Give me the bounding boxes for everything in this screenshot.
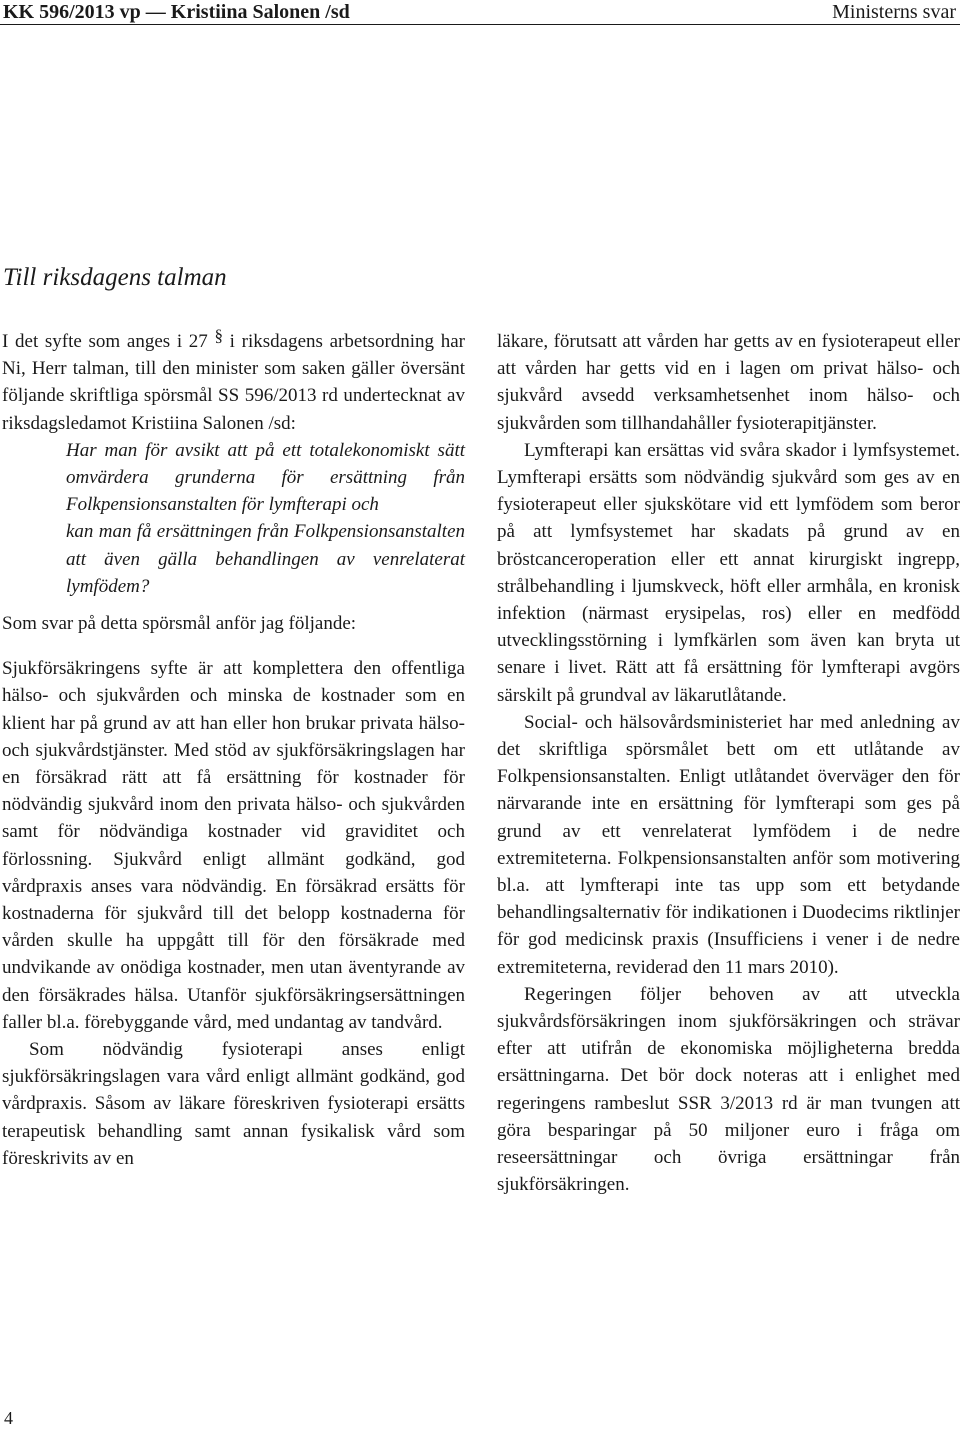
document-reference: KK 596/2013 vp — Kristiina Salonen /sd [3, 1, 350, 23]
question-1: Har man för avsikt att på ett totalekonomiskt sätt omvärdera grunderna för ersättning från Folkpensionsanstalten för lymfterapi och [66, 439, 465, 516]
right-column [497, 328, 960, 1199]
page-header [0, 0, 960, 24]
section-sign: § [214, 326, 223, 345]
answer-paragraph-1: Sjukförsäkringens syfte är att komplettera den offentliga hälso- och sjukvården och minska de kostnader som en klient har på grund av att han eller hon brukar privata hälso- och sjukvårdstjänster. Med stöd av sjukförsäkringslagen har en försäkrad rätt att få ersättning för kostnader för nödvändig sjukvård inom den privata hälso- och sjukvården samt för nödvändiga kostnader vid graviditet och förlossning. Sjukvård enligt allmänt godkänd, god vårdpraxis anses vara nödvändig. En försäkrad ersätts för kostnaderna för sjukvård till det belopp kostnaderna för vården skulle ha uppgått till för den försäkrade med undvikande av onödiga kostnader, men utan äventyrande av den försäkrades hälsa. Utanför sjukförsäkringsersättningen faller bl.a. förebyggande vård, med undantag av tandvård. [2, 658, 465, 1033]
answer-intro: Som svar på detta spörsmål anför jag följande: [2, 613, 357, 635]
header-rule [0, 24, 960, 25]
answer-paragraph-2: Som nödvändig fysioterapi anses enligt sjukförsäkringslagen vara vård enligt allmänt godkänd, god vårdpraxis. Såsom av läkare föreskriven fysioterapi ersätts terapeutisk behandling samt annan fysikalisk vård som föreskrivits av en [2, 1039, 465, 1169]
page-number: 4 [4, 1408, 13, 1428]
question-2: kan man få ersättningen från Folkpensionsanstalten att även gälla behandlingen av venrelaterat lymfödem? [66, 521, 465, 597]
answer-paragraph-5: Social- och hälsovårdsministeriet har med anledning av det skriftliga spörsmålet bett om ett utlåtande av Folkpensionsanstalten. Enligt utlåtandet överväger den för närvarande inte en ersättning för lymfterapi som ges på grund av ett venrelaterat lymfödem i de nedre extremiteterna. Folkpensionsanstalten anför som motivering bl.a. att lymfterapi inte tas upp som ett betydande behandlingsalternativ för indikationen i Duodecims riktlinjer för god medicinsk praxis (Insufficiens i vener i de nedre extremiteterna, reviderad den 11 mars 2010). [497, 711, 960, 978]
intro-text-start: I det syfte som anges i 27 [2, 331, 215, 352]
answer-paragraph-4: Lymfterapi kan ersättas vid svåra skador i lymfsystemet. Lymfterapi ersätts som nödvändig sjukvård som ges av en fysioterapeut eller sjukskötare vid ett lymfödem som beror på att lymfsystemet har skadats på grund av en bröstcanceroperation eller ett annat kirurgiskt ingrepp, strålbehandling i ljumskveck, höft eller armhåla, en kronisk infektion (närmast erysipelas, ros) eller en medfödd utvecklingsstörning i lymfkärlen som även kan bryta ut senare i livet. Rätt att få ersättning för lymfterapi avgörs särskilt på grundval av läkarutlåtande. [497, 439, 960, 706]
answer-paragraph-3: läkare, förutsatt att vården har getts av en fysioterapeut eller att vården har getts vid en i lagen om privat hälso- och sjukvård avsedd verksamhetsenhet inom hälso- och sjukvården som tillhandahåller fysioterapitjänster. [497, 331, 960, 434]
intro-text-end: i riksdagens arbetsordning har Ni, Herr talman, till den minister som saken gäller översänt följande skriftliga spörsmål SS 596/2013 rd undertecknat av riksdagsledamot Kristiina Salonen /sd: [2, 331, 465, 434]
left-column [2, 328, 465, 1172]
answer-paragraph-6: Regeringen följer behoven av att utveckla sjukvårdsförsäkringen inom sjukförsäkringen och strävar efter att utifrån de ekonomiska möjligheterna bredda ersättningarna. Det bör dock noteras att i enlighet med regeringens rambeslut SSR 3/2013 rd är man tvungen att göra besparingar på 50 miljoner euro i fråga om reseersättningar och övriga ersättningar från sjukförsäkringen. [497, 983, 960, 1196]
intro-paragraph [2, 328, 465, 437]
section-label: Ministerns svar [832, 1, 956, 23]
addressee-heading: Till riksdagens talman [3, 264, 227, 291]
